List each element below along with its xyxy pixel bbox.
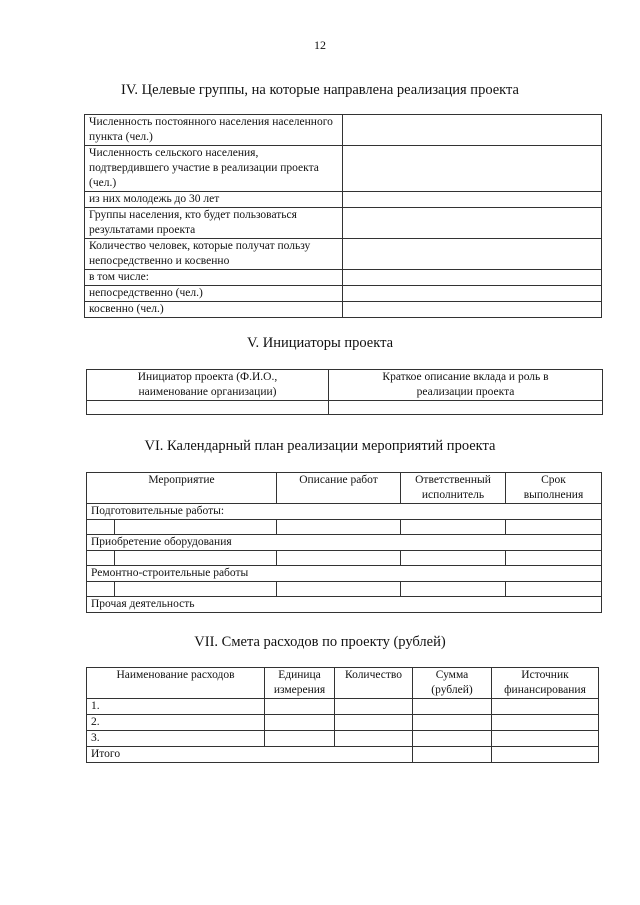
source-cell[interactable] bbox=[492, 699, 599, 715]
target-groups-table bbox=[84, 114, 602, 318]
row-label: в том числе: bbox=[85, 270, 343, 286]
row-label: Количество человек, которые получат пользу непосредственно и косвенно bbox=[85, 239, 343, 270]
section-6-title: VI. Календарный план реализации мероприятий проекта bbox=[144, 438, 496, 454]
table-row bbox=[87, 731, 599, 747]
table-row bbox=[85, 239, 602, 270]
deadline-cell[interactable] bbox=[506, 520, 602, 535]
budget-table bbox=[86, 667, 599, 763]
unit-header: Единица измерения bbox=[265, 668, 335, 699]
value-cell[interactable] bbox=[343, 208, 602, 239]
responsible-cell[interactable] bbox=[401, 582, 506, 597]
section-7-title: VII. Смета расходов по проекту (рублей) bbox=[194, 634, 446, 650]
description-cell[interactable] bbox=[277, 520, 401, 535]
value-cell[interactable] bbox=[343, 115, 602, 146]
total-label: Итого bbox=[87, 747, 413, 763]
row-label: Численность сельского населения, подтвердившего участие в реализации проекта (чел.) bbox=[85, 146, 343, 192]
quantity-cell[interactable] bbox=[335, 731, 413, 747]
unit-cell[interactable] bbox=[265, 699, 335, 715]
num-cell[interactable] bbox=[87, 582, 115, 597]
total-sum-cell[interactable] bbox=[413, 747, 492, 763]
deadline-cell[interactable] bbox=[506, 582, 602, 597]
table-row bbox=[85, 146, 602, 192]
quantity-cell[interactable] bbox=[335, 715, 413, 731]
contribution-cell[interactable] bbox=[329, 401, 603, 415]
sum-header: Сумма (рублей) bbox=[413, 668, 492, 699]
section-5-title: V. Инициаторы проекта bbox=[246, 335, 394, 351]
event-cell[interactable] bbox=[115, 520, 277, 535]
work-description-header: Описание работ bbox=[277, 473, 401, 504]
group-equipment: Приобретение оборудования bbox=[87, 535, 602, 551]
unit-cell[interactable] bbox=[265, 731, 335, 747]
source-cell[interactable] bbox=[492, 715, 599, 731]
sum-cell[interactable] bbox=[413, 731, 492, 747]
row-label: Численность постоянного населения населенного пункта (чел.) bbox=[85, 115, 343, 146]
source-cell[interactable] bbox=[492, 731, 599, 747]
table-row bbox=[85, 302, 602, 318]
group-prep-work: Подготовительные работы: bbox=[87, 504, 602, 520]
table-row bbox=[87, 551, 602, 566]
quantity-header: Количество bbox=[335, 668, 413, 699]
table-row bbox=[87, 582, 602, 597]
description-cell[interactable] bbox=[277, 582, 401, 597]
num-cell[interactable] bbox=[87, 520, 115, 535]
contribution-header: Краткое описание вклада и роль в реализации проекта bbox=[329, 370, 603, 401]
sum-cell[interactable] bbox=[413, 715, 492, 731]
row-label: непосредственно (чел.) bbox=[85, 286, 343, 302]
deadline-header: Срок выполнения bbox=[506, 473, 602, 504]
total-source-cell[interactable] bbox=[492, 747, 599, 763]
group-construction: Ремонтно-строительные работы bbox=[87, 566, 602, 582]
initiator-cell[interactable] bbox=[87, 401, 329, 415]
calendar-plan-table bbox=[86, 472, 602, 613]
row-label: Группы населения, кто будет пользоваться результатами проекта bbox=[85, 208, 343, 239]
responsible-cell[interactable] bbox=[401, 551, 506, 566]
table-row bbox=[85, 286, 602, 302]
funding-source-header: Источник финансирования bbox=[492, 668, 599, 699]
table-row bbox=[87, 520, 602, 535]
value-cell[interactable] bbox=[343, 302, 602, 318]
event-cell[interactable] bbox=[115, 582, 277, 597]
row-label: косвенно (чел.) bbox=[85, 302, 343, 318]
row-number: 2. bbox=[87, 715, 265, 731]
expense-name-header: Наименование расходов bbox=[87, 668, 265, 699]
table-row bbox=[87, 699, 599, 715]
table-row bbox=[85, 208, 602, 239]
value-cell[interactable] bbox=[343, 192, 602, 208]
table-row bbox=[85, 270, 602, 286]
initiators-table bbox=[86, 369, 603, 415]
value-cell[interactable] bbox=[343, 286, 602, 302]
value-cell[interactable] bbox=[343, 146, 602, 192]
description-cell[interactable] bbox=[277, 551, 401, 566]
initiator-header: Инициатор проекта (Ф.И.О., наименование организации) bbox=[87, 370, 329, 401]
value-cell[interactable] bbox=[343, 270, 602, 286]
event-cell[interactable] bbox=[115, 551, 277, 566]
table-row bbox=[87, 747, 599, 763]
table-row bbox=[87, 401, 603, 415]
group-other: Прочая деятельность bbox=[87, 597, 602, 613]
table-row bbox=[85, 115, 602, 146]
row-number: 1. bbox=[87, 699, 265, 715]
section-4-title: IV. Целевые группы, на которые направлена реализация проекта bbox=[121, 82, 519, 98]
sum-cell[interactable] bbox=[413, 699, 492, 715]
row-number: 3. bbox=[87, 731, 265, 747]
deadline-cell[interactable] bbox=[506, 551, 602, 566]
table-row bbox=[87, 715, 599, 731]
quantity-cell[interactable] bbox=[335, 699, 413, 715]
page-number: 12 bbox=[314, 38, 326, 52]
num-cell[interactable] bbox=[87, 551, 115, 566]
row-label: из них молодежь до 30 лет bbox=[85, 192, 343, 208]
responsible-header: Ответственный исполнитель bbox=[401, 473, 506, 504]
unit-cell[interactable] bbox=[265, 715, 335, 731]
table-row bbox=[85, 192, 602, 208]
event-header: Мероприятие bbox=[87, 473, 277, 504]
responsible-cell[interactable] bbox=[401, 520, 506, 535]
value-cell[interactable] bbox=[343, 239, 602, 270]
